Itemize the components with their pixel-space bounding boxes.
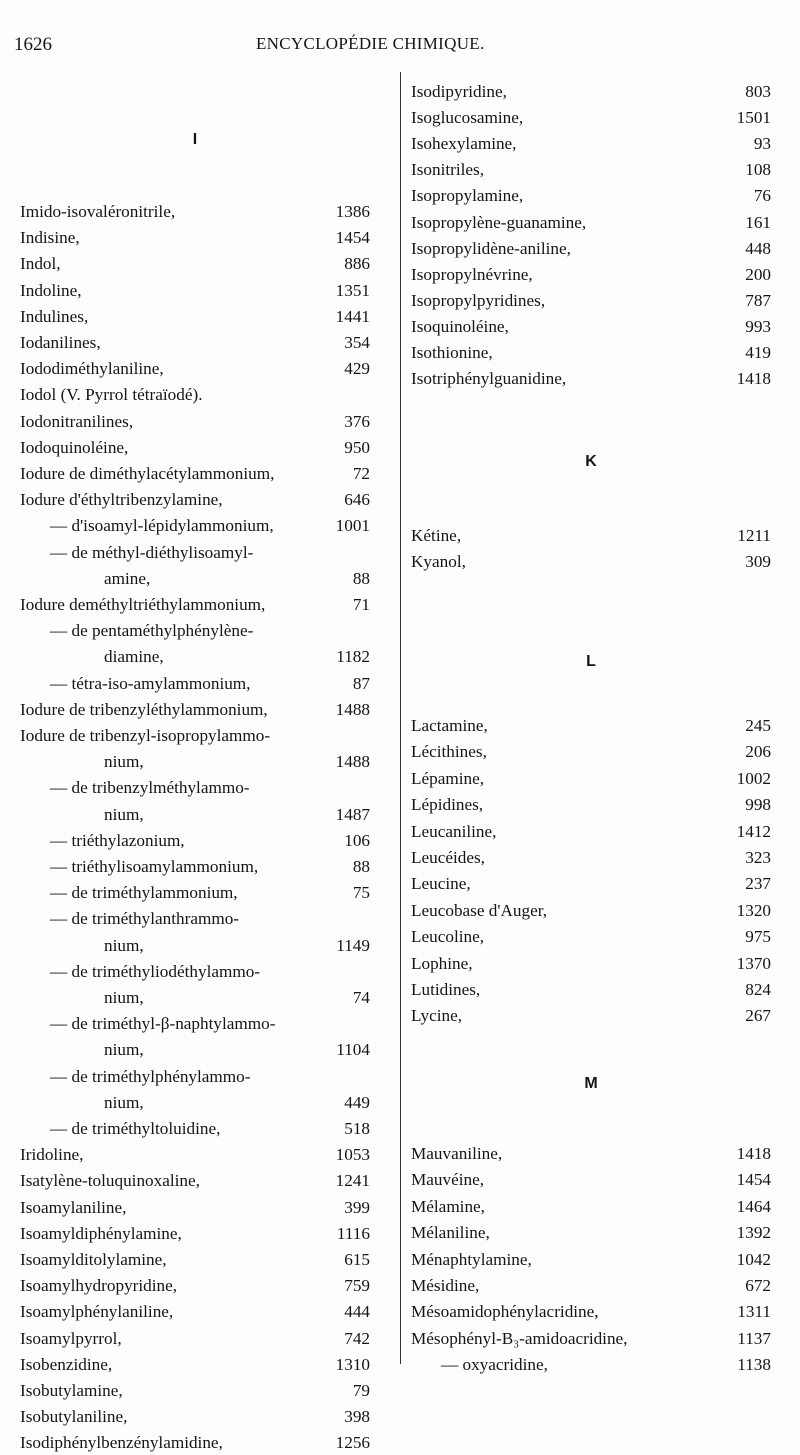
entry-page-number: 398 [344,1407,370,1427]
entry-term: Isobenzidine, [20,1354,113,1374]
page-number: 1626 [14,34,52,55]
entry-page-number: 1211 [737,526,771,545]
index-entry [411,289,771,313]
entry-term: Isatylène-toluquinoxaline, [20,1171,200,1191]
entry-term: nium, [104,752,144,772]
index-entry [20,200,370,224]
index-entry [411,899,771,923]
entry-page-number: 399 [344,1197,370,1217]
entry-term: Iodure de tribenzyléthylammonium, [20,699,268,719]
entry-term: Lactamine, [411,716,488,735]
entry-term: Isohexylamine, [411,134,517,154]
index-entry [20,1327,370,1351]
entry-term: Indol, [20,254,61,274]
entry-term: — de triméthylphénylammo- [50,1066,251,1086]
index-entry [411,714,771,738]
entry-term: Iodonitranilines, [20,411,134,431]
entry-term: Mésidine, [411,1276,480,1295]
entry-term: Isoamylpyrrol, [20,1328,122,1348]
entry-term: — d'isoamyl-lépidylammonium, [50,516,274,536]
entry-page-number: 206 [745,742,771,762]
index-entry [20,829,370,853]
index-entry [20,1065,370,1089]
index-entry [20,907,370,931]
index-entry [20,1431,370,1455]
entry-page-number: 787 [745,290,771,310]
entry-page-number: 1488 [335,752,370,772]
entry-page-number: 993 [745,316,771,336]
entry-page-number: 88 [352,568,370,588]
entry-term: Leucéides, [411,848,485,867]
entry-page-number: 1182 [336,647,370,667]
index-entry [411,158,771,182]
index-entry [20,619,370,643]
entry-page-number: 87 [352,673,370,693]
entry-page-number: 88 [352,857,370,876]
entry-term: Lycine, [411,1006,463,1026]
index-entry [411,872,771,896]
index-entry [20,1353,370,1377]
entry-page-number: 237 [745,874,771,894]
entry-page-number: 444 [344,1302,370,1322]
entry-term: Iodure de tribenzyl-isopropylammo- [20,726,271,745]
entry-page-number: 1311 [737,1302,771,1322]
index-entry [411,80,771,104]
entry-term: Indulines, [20,306,89,326]
entry-term: Isoamyldiphénylamine, [20,1223,182,1243]
index-entry [411,1327,771,1351]
entry-page-number: 376 [344,411,370,431]
entry-term: Kyanol, [411,552,466,571]
entry-term: Isopropylène-guanamine, [411,212,587,232]
entry-page-number: 106 [344,830,370,850]
entry-page-number: 419 [745,343,771,362]
entry-term: Ménaphtylamine, [411,1249,532,1269]
entry-page-number: 1116 [336,1223,370,1243]
entry-page-number: 824 [745,980,771,999]
entry-page-number: 742 [344,1328,370,1348]
index-entry [411,820,771,844]
index-entry [20,1038,370,1062]
entry-term: Isonitriles, [411,160,485,180]
entry-term: diamine, [104,647,164,667]
entry-term: — de méthyl-diéthylisoamyl- [50,542,254,562]
index-entry [411,367,771,391]
entry-page-number: 267 [745,1006,771,1026]
index-entry [20,881,370,905]
entry-term: Isopropylamine, [411,186,524,206]
index-entry [411,315,771,339]
index-entry [20,1143,370,1167]
index-entry [20,1405,370,1429]
index-entry [411,1353,771,1377]
index-entry [20,934,370,958]
entry-page-number: 76 [753,186,771,206]
entry-page-number: 1042 [736,1249,771,1269]
index-entry [411,1248,771,1272]
entry-term: Leucoline, [411,927,485,947]
entry-term: Mésophényl-B₃-amidoacridine, [411,1328,628,1348]
entry-term: Mésoamidophénylacridine, [411,1302,599,1322]
entry-term: — triéthylisoamylammonium, [50,857,259,876]
entry-page-number: 108 [745,160,771,180]
entry-term: Isoamylaniline, [20,1197,127,1217]
entry-term: Lécithines, [411,742,487,762]
entry-term: Iodure d'éthyltribenzylamine, [20,490,223,510]
entry-term: Lépidines, [411,795,484,815]
entry-page-number: 1454 [335,228,370,248]
entry-page-number: 323 [745,848,771,867]
entry-page-number: 200 [745,264,771,284]
index-entry [411,237,771,261]
entry-term: Isoamylditolylamine, [20,1250,167,1269]
entry-term: Iodoquinoléine, [20,437,129,457]
index-entry [20,1196,370,1220]
entry-page-number: 71 [352,595,370,614]
index-entry [411,1221,771,1245]
entry-term: Isodipyridine, [411,82,507,101]
entry-term: Iridoline, [20,1145,84,1165]
entry-term: Leucobase d'Auger, [411,900,548,920]
entry-term: Mélaniline, [411,1223,490,1243]
entry-page-number: 1454 [736,1170,771,1190]
index-entry [20,541,370,565]
index-entry [411,550,771,574]
index-entry [411,263,771,287]
entry-term: Kétine, [411,526,462,545]
entry-term: Isopropylpyridines, [411,290,546,310]
entry-page-number: 309 [745,552,771,571]
entry-term: Isobutylaniline, [20,1407,128,1427]
entry-page-number: 803 [745,82,771,101]
index-entry [411,106,771,130]
entry-page-number: 1418 [736,1144,771,1163]
index-entry [411,767,771,791]
index-entry [20,305,370,329]
index-entry [20,1274,370,1298]
entry-term: Iododiméthylaniline, [20,359,164,379]
entry-term: Indoline, [20,280,82,300]
entry-page-number: 759 [344,1276,370,1296]
entry-page-number: 449 [344,1092,370,1112]
entry-page-number: 886 [344,254,370,274]
entry-page-number: 1241 [335,1171,370,1191]
section-letter: K [585,453,597,470]
index-entry [20,1379,370,1403]
index-entry [411,846,771,870]
entry-page-number: 1464 [736,1196,771,1216]
page-header [0,34,800,60]
index-entry [20,593,370,617]
entry-page-number: 1412 [736,821,771,841]
entry-term: Indisine, [20,228,80,248]
index-entry [411,952,771,976]
index-entry [20,436,370,460]
index-entry [411,1004,771,1028]
index-entry [20,698,370,722]
entry-term: nium, [104,935,144,955]
index-entry [20,803,370,827]
index-entry [20,672,370,696]
index-entry [411,524,771,548]
entry-term: nium, [104,1092,144,1112]
entry-term: Isodiphénylbenzénylamidine, [20,1433,223,1453]
entry-page-number: 1149 [336,935,370,955]
index-entry [20,488,370,512]
index-entry [411,978,771,1002]
entry-term: — triéthylazonium, [50,830,185,850]
index-entry [20,514,370,538]
entry-term: — de tribenzylméthylammo- [50,778,250,798]
index-entry [20,1169,370,1193]
index-entry [20,410,370,434]
entry-page-number: 950 [344,437,370,457]
entry-page-number: 518 [344,1119,370,1138]
index-entry [20,724,370,748]
entry-page-number: 1418 [736,369,771,389]
index-entry [20,567,370,591]
index-entry [411,1300,771,1324]
index-entry [20,1300,370,1324]
entry-page-number: 1053 [335,1145,370,1165]
index-entry [20,750,370,774]
entry-page-number: 1351 [335,280,370,300]
entry-page-number: 646 [344,490,370,510]
entry-page-number: 672 [745,1276,771,1295]
entry-page-number: 1001 [335,516,370,536]
entry-term: Isoglucosamine, [411,108,524,128]
entry-page-number: 975 [745,927,771,947]
entry-term: Mauvaniline, [411,1144,503,1163]
index-entry [20,226,370,250]
entry-term: Leucaniline, [411,821,497,841]
index-entry [20,1222,370,1246]
index-entry [411,341,771,365]
index-entry [20,855,370,879]
index-entry [20,960,370,984]
index-entry [20,1091,370,1115]
entry-term: — de triméthyl-β-naphtylammo- [50,1014,276,1034]
entry-term: Isopropylnévrine, [411,264,533,284]
entry-term: Lépamine, [411,768,485,788]
index-entry [411,1274,771,1298]
entry-page-number: 1256 [335,1433,370,1453]
entry-page-number: 1488 [335,699,370,719]
entry-page-number: 1320 [736,900,771,920]
index-entry [20,1248,370,1272]
entry-term: — tétra-iso-amylammonium, [50,673,251,693]
index-entry [20,1117,370,1141]
index-entry [411,211,771,235]
entry-page-number: 93 [753,134,771,154]
entry-term: Mélamine, [411,1196,485,1216]
index-entry [20,357,370,381]
entry-term: Imido-isovaléronitrile, [20,202,176,221]
index-entry [20,986,370,1010]
section-letter: M [584,1075,598,1092]
entry-page-number: 74 [352,988,370,1007]
entry-page-number: 354 [344,333,370,352]
entry-term: Iodure deméthyltriéthylammonium, [20,595,266,614]
index-entry [20,776,370,800]
entry-page-number: 161 [745,212,771,232]
index-entry [411,1142,771,1166]
index-entry [411,132,771,156]
entry-term: — oxyacridine, [441,1355,548,1375]
entry-term: Isobutylamine, [20,1381,123,1400]
section-letter: I [192,131,198,148]
entry-page-number: 1104 [336,1040,370,1060]
entry-page-number: 615 [344,1250,370,1269]
index-entry [20,331,370,355]
entry-page-number: 1310 [335,1354,370,1374]
entry-page-number: 245 [745,716,771,735]
entry-term: Leucine, [411,874,471,894]
index-entry [411,1168,771,1192]
entry-term: — de triméthyliodéthylammo- [50,961,261,981]
index-entry [411,740,771,764]
entry-term: nium, [104,804,144,824]
entry-page-number: 998 [745,795,771,815]
entry-term: Mauvéine, [411,1170,485,1190]
column-divider [400,72,401,1364]
index-entry [20,1012,370,1036]
index-entry [20,462,370,486]
entry-term: Isoamylhydropyridine, [20,1276,178,1296]
entry-term: — de pentaméthylphénylène- [50,621,254,641]
entry-term: Isothionine, [411,343,493,362]
entry-page-number: 1386 [335,202,370,221]
index-entry [411,925,771,949]
running-head: ENCYCLOPÉDIE CHIMIQUE. [256,34,485,53]
entry-term: Isopropylidène-aniline, [411,238,571,258]
entry-term: Isotriphénylguanidine, [411,369,567,389]
index-entry [411,184,771,208]
entry-page-number: 1138 [737,1355,771,1375]
index-entry [411,1195,771,1219]
index-entry [20,383,370,407]
entry-page-number: 1370 [736,953,771,973]
entry-page-number: 1002 [736,768,771,788]
entry-page-number: 75 [352,883,370,903]
entry-term: amine, [104,568,151,588]
index-entry [20,252,370,276]
entry-term: nium, [104,1040,144,1060]
entry-page-number: 1487 [335,804,370,824]
entry-term: Iodol (V. Pyrrol tétraïodé). [20,385,203,405]
index-entry [20,279,370,303]
entry-term: — de triméthylammonium, [50,883,238,903]
entry-page-number: 79 [352,1381,370,1400]
entry-page-number: 429 [344,359,370,379]
entry-term: Isoquinoléine, [411,316,509,336]
entry-term: Lutidines, [411,980,481,999]
entry-page-number: 1441 [335,306,370,326]
section-letter: L [586,653,596,670]
index-entry [20,645,370,669]
entry-term: — de triméthyltoluidine, [50,1119,221,1138]
entry-term: Isoamylphénylaniline, [20,1302,174,1322]
entry-term: Lophine, [411,953,473,973]
entry-term: Iodanilines, [20,333,101,352]
entry-page-number: 448 [745,238,771,258]
entry-page-number: 1392 [736,1223,771,1243]
entry-page-number: 1137 [737,1328,771,1348]
entry-term: nium, [104,988,144,1007]
entry-term: Iodure de diméthylacétylammonium, [20,464,275,483]
entry-page-number: 1501 [736,108,771,128]
index-entry [411,793,771,817]
entry-page-number: 72 [352,464,370,483]
entry-term: — de triméthylanthrammo- [50,909,240,929]
